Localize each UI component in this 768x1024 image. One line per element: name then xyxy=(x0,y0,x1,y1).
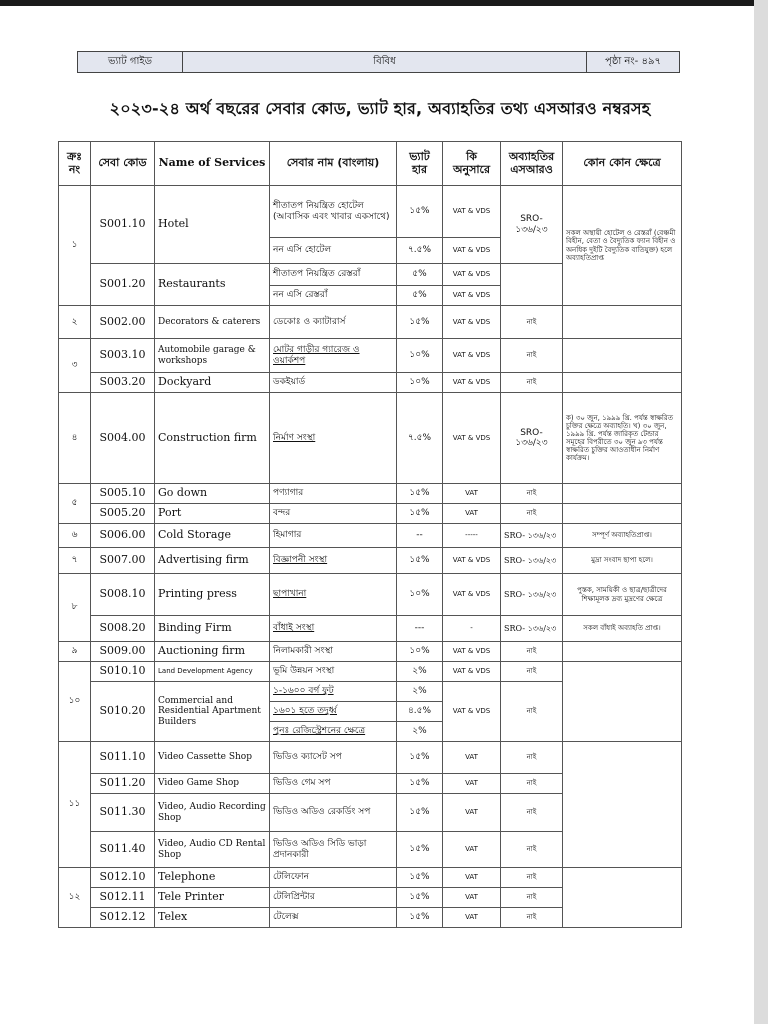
sro-cell: নাই xyxy=(501,504,563,524)
page-title: ২০২৩-২৪ অর্থ বছরের সেবার কোড, ভ্যাট হার, অব্যাহতির তথ্য এসআরও নম্বরসহ xyxy=(109,99,651,118)
sro-cell: নাই xyxy=(501,794,563,832)
sro-cell: SRO- ১৩৬/২৩ xyxy=(501,616,563,642)
rate-cell: ৫% xyxy=(397,264,443,286)
basis-cell: VAT xyxy=(443,888,501,908)
name-cell: Printing press xyxy=(155,574,270,616)
rate-cell: ১৫% xyxy=(397,832,443,868)
basis-cell: - xyxy=(443,616,501,642)
col-name: Name of Services xyxy=(155,142,270,186)
right-edge xyxy=(754,0,768,1024)
note-cell xyxy=(563,373,682,393)
table-row xyxy=(59,504,682,524)
name-bn-cell: নিলামকারী সংস্থা xyxy=(270,642,397,662)
note-cell xyxy=(563,339,682,373)
serial-cell: ৫ xyxy=(59,484,91,524)
code-cell: S012.12 xyxy=(91,908,155,928)
name-bn-cell: ভিডিও গেম সপ xyxy=(270,774,397,794)
name-bn-cell: ভিডিও ক্যাসেট সপ xyxy=(270,742,397,774)
rate-cell: ৭.৫% xyxy=(397,238,443,264)
name-bn-cell: শীতাতপ নিয়ন্ত্রিত হোটেল (আবাসিক এবং খাবার একসাথে) xyxy=(270,186,397,238)
sro-cell: নাই xyxy=(501,642,563,662)
note-cell: সম্পূর্ণ অব্যাহতিপ্রাপ্ত। xyxy=(563,524,682,548)
rate-cell: ১৫% xyxy=(397,888,443,908)
serial-cell: ৯ xyxy=(59,642,91,662)
rate-cell: ২% xyxy=(397,722,443,742)
col-code: সেবা কোড xyxy=(91,142,155,186)
note-cell xyxy=(563,742,682,868)
rate-cell: ১৫% xyxy=(397,186,443,238)
basis-cell: VAT xyxy=(443,908,501,928)
rate-cell: ১৫% xyxy=(397,742,443,774)
sro-cell: নাই xyxy=(501,306,563,339)
table-row xyxy=(59,484,682,504)
rate-cell: ৭.৫% xyxy=(397,393,443,484)
rate-cell: -- xyxy=(397,524,443,548)
code-cell: S001.20 xyxy=(91,264,155,306)
code-cell: S011.40 xyxy=(91,832,155,868)
rate-cell: ১৫% xyxy=(397,306,443,339)
sro-cell: নাই xyxy=(501,742,563,774)
basis-cell: VAT xyxy=(443,868,501,888)
rate-cell: ১৫% xyxy=(397,484,443,504)
table-row xyxy=(59,186,682,238)
table-header-row xyxy=(59,142,682,186)
code-cell: S011.30 xyxy=(91,794,155,832)
code-cell: S009.00 xyxy=(91,642,155,662)
code-cell: S001.10 xyxy=(91,186,155,264)
rate-cell: ৪.৫% xyxy=(397,702,443,722)
name-cell: Land Development Agency xyxy=(155,662,270,682)
rate-cell: ১০% xyxy=(397,339,443,373)
header-center: বিবিধ xyxy=(183,52,587,73)
code-cell: S005.10 xyxy=(91,484,155,504)
name-cell: Telex xyxy=(155,908,270,928)
header-left: ভ্যাট গাইড xyxy=(78,52,183,73)
basis-cell: VAT xyxy=(443,832,501,868)
basis-cell: VAT & VDS xyxy=(443,286,501,306)
rate-cell: ১৫% xyxy=(397,504,443,524)
rate-cell: ২% xyxy=(397,662,443,682)
sro-cell: নাই xyxy=(501,888,563,908)
name-cell: Video, Audio Recording Shop xyxy=(155,794,270,832)
code-cell: S004.00 xyxy=(91,393,155,484)
note-cell xyxy=(563,642,682,662)
code-cell: S012.11 xyxy=(91,888,155,908)
sro-cell: নাই xyxy=(501,774,563,794)
code-cell: S010.20 xyxy=(91,682,155,742)
name-cell: Auctioning firm xyxy=(155,642,270,662)
col-serial: ক্রঃ নং xyxy=(59,142,91,186)
name-bn-cell: মোটর গাড়ীর গ্যারেজ ও ওয়ার্কশপ xyxy=(270,339,397,373)
col-where: কোন কোন ক্ষেত্রে xyxy=(563,142,682,186)
col-name-bn: সেবার নাম (বাংলায়) xyxy=(270,142,397,186)
name-cell: Cold Storage xyxy=(155,524,270,548)
name-bn-cell: ভূমি উন্নয়ন সংস্থা xyxy=(270,662,397,682)
name-bn-cell: ১-১৬০০ বর্গ ফুট xyxy=(270,682,397,702)
sro-cell: SRO- ১৩৬/২৩ xyxy=(501,186,563,264)
code-cell: S011.10 xyxy=(91,742,155,774)
basis-cell: VAT & VDS xyxy=(443,373,501,393)
note-cell: ক) ৩০ জুন, ১৯৯৯ খ্রি. পর্যন্ত স্বাক্ষরিত চুক্তির ক্ষেত্রে অব্যাহতি। খ) ৩০ জুন, ১৯৯৯ খ্রি. পর্যন্ত জারিকৃত টেন্ডার সমূহের বিপরীতে ৩০ জুন ৯৩ পর্যন্ত স্বাক্ষরিত চুক্তির আওতাধীন নির্মাণ কার্যক্রম। xyxy=(563,393,682,484)
table-row xyxy=(59,574,682,616)
name-cell: Advertising firm xyxy=(155,548,270,574)
rate-cell: --- xyxy=(397,616,443,642)
basis-cell: VAT & VDS xyxy=(443,682,501,742)
serial-cell: ১২ xyxy=(59,868,91,928)
table-row xyxy=(59,548,682,574)
basis-cell: VAT xyxy=(443,774,501,794)
rate-cell: ১০% xyxy=(397,574,443,616)
basis-cell: VAT xyxy=(443,742,501,774)
name-bn-cell: টেলিফোন xyxy=(270,868,397,888)
name-bn-cell: পুনঃ রেজিস্ট্রেশনের ক্ষেত্রে xyxy=(270,722,397,742)
sro-cell: SRO- ১৩৬/২৩ xyxy=(501,548,563,574)
code-cell: S008.20 xyxy=(91,616,155,642)
code-cell: S005.20 xyxy=(91,504,155,524)
name-bn-cell: ১৬০১ হতে তদুর্ধ্ব xyxy=(270,702,397,722)
sro-cell: নাই xyxy=(501,868,563,888)
basis-cell: VAT & VDS xyxy=(443,186,501,238)
sro-cell: নাই xyxy=(501,484,563,504)
sro-cell: SRO- ১৩৬/২৩ xyxy=(501,524,563,548)
code-cell: S007.00 xyxy=(91,548,155,574)
name-cell: Tele Printer xyxy=(155,888,270,908)
note-cell: সকল অস্থায়ী হোটেল ও রেস্তরাঁ (বেঞ্চমী বিহীন, বেতা ও বৈদ্যুতিক ফ্যান বিহীন ও অনধিক দুইটি বৈদ্যুতিক বাতিযুক্ত) হলে অব্যাহতিপ্রাপ্ত xyxy=(563,186,682,306)
name-cell: Video, Audio CD Rental Shop xyxy=(155,832,270,868)
name-cell: Automobile garage & workshops xyxy=(155,339,270,373)
code-cell: S003.10 xyxy=(91,339,155,373)
name-bn-cell: নন এসি রেস্তরাঁ xyxy=(270,286,397,306)
note-cell xyxy=(563,484,682,504)
name-cell: Commercial and Residential Apartment Builders xyxy=(155,682,270,742)
name-bn-cell: টেলিপ্রিন্টার xyxy=(270,888,397,908)
name-cell: Binding Firm xyxy=(155,616,270,642)
name-bn-cell: পণ্যাগার xyxy=(270,484,397,504)
name-cell: Restaurants xyxy=(155,264,270,306)
basis-cell: VAT & VDS xyxy=(443,393,501,484)
note-cell: পুস্তক, সাময়িকী ও ছাত্র/ছাত্রীদের শিক্ষামূলক দ্রব্য মুদ্রণের ক্ষেত্রে xyxy=(563,574,682,616)
sro-cell: নাই xyxy=(501,908,563,928)
name-bn-cell: শীতাতপ নিয়ন্ত্রিত রেস্তরাঁ xyxy=(270,264,397,286)
name-bn-cell: ভিডিও অডিও সিডি ভাড়া প্রদানকারী xyxy=(270,832,397,868)
name-cell: Hotel xyxy=(155,186,270,264)
serial-cell: ১০ xyxy=(59,662,91,742)
rate-cell: ১৫% xyxy=(397,794,443,832)
vat-table xyxy=(58,141,682,928)
rate-cell: ৫% xyxy=(397,286,443,306)
note-cell xyxy=(563,662,682,742)
sro-cell: নাই xyxy=(501,339,563,373)
name-bn-cell: নন এসি হোটেল xyxy=(270,238,397,264)
rate-cell: ১০% xyxy=(397,373,443,393)
name-bn-cell: ছাপাখানা xyxy=(270,574,397,616)
col-sro: অব্যাহতির এসআরও xyxy=(501,142,563,186)
page-header xyxy=(77,51,680,73)
note-cell xyxy=(563,504,682,524)
sro-cell xyxy=(501,264,563,306)
table-row xyxy=(59,393,682,484)
basis-cell: VAT & VDS xyxy=(443,642,501,662)
serial-cell: ২ xyxy=(59,306,91,339)
code-cell: S006.00 xyxy=(91,524,155,548)
name-cell: Construction firm xyxy=(155,393,270,484)
header-right: পৃষ্ঠা নং- ৪৯৭ xyxy=(587,52,680,73)
sro-cell: নাই xyxy=(501,662,563,682)
name-cell: Video Cassette Shop xyxy=(155,742,270,774)
note-cell: সকল বাঁধাই অব্যাহতি প্রাপ্ত। xyxy=(563,616,682,642)
table-row xyxy=(59,742,682,774)
name-cell: Dockyard xyxy=(155,373,270,393)
basis-cell: VAT & VDS xyxy=(443,306,501,339)
top-edge xyxy=(0,0,768,6)
serial-cell: ১১ xyxy=(59,742,91,868)
col-rate: ভ্যাট হার xyxy=(397,142,443,186)
rate-cell: ১০% xyxy=(397,642,443,662)
note-cell xyxy=(563,306,682,339)
name-bn-cell: নির্মাণ সংস্থা xyxy=(270,393,397,484)
code-cell: S002.00 xyxy=(91,306,155,339)
basis-cell: VAT xyxy=(443,484,501,504)
basis-cell: VAT xyxy=(443,794,501,832)
code-cell: S008.10 xyxy=(91,574,155,616)
name-bn-cell: ডকইয়ার্ড xyxy=(270,373,397,393)
note-cell xyxy=(563,868,682,928)
table-row xyxy=(59,642,682,662)
col-basis: কি অনুসারে xyxy=(443,142,501,186)
table-row xyxy=(59,662,682,682)
sro-cell: SRO- ১৩৬/২৩ xyxy=(501,393,563,484)
sro-cell: নাই xyxy=(501,373,563,393)
sro-cell: নাই xyxy=(501,682,563,742)
code-cell: S010.10 xyxy=(91,662,155,682)
name-bn-cell: টেলেক্স xyxy=(270,908,397,928)
name-cell: Decorators & caterers xyxy=(155,306,270,339)
name-bn-cell: বিজ্ঞাপনী সংস্থা xyxy=(270,548,397,574)
rate-cell: ১৫% xyxy=(397,548,443,574)
table-row xyxy=(59,373,682,393)
rate-cell: ১৫% xyxy=(397,908,443,928)
sro-cell: SRO- ১৩৬/২৩ xyxy=(501,574,563,616)
basis-cell: VAT & VDS xyxy=(443,264,501,286)
name-bn-cell: হিমাগার xyxy=(270,524,397,548)
code-cell: S011.20 xyxy=(91,774,155,794)
sro-cell: নাই xyxy=(501,832,563,868)
table-row xyxy=(59,616,682,642)
serial-cell: ১ xyxy=(59,186,91,306)
basis-cell: ----- xyxy=(443,524,501,548)
table-row xyxy=(59,339,682,373)
basis-cell: VAT & VDS xyxy=(443,662,501,682)
basis-cell: VAT & VDS xyxy=(443,339,501,373)
code-cell: S012.10 xyxy=(91,868,155,888)
basis-cell: VAT & VDS xyxy=(443,548,501,574)
table-row xyxy=(59,868,682,888)
serial-cell: ৮ xyxy=(59,574,91,642)
name-bn-cell: ভিডিও অডিও রেকর্ডিং সপ xyxy=(270,794,397,832)
code-cell: S003.20 xyxy=(91,373,155,393)
basis-cell: VAT & VDS xyxy=(443,238,501,264)
name-cell: Port xyxy=(155,504,270,524)
rate-cell: ১৫% xyxy=(397,868,443,888)
serial-cell: ৪ xyxy=(59,393,91,484)
basis-cell: VAT & VDS xyxy=(443,574,501,616)
table-row xyxy=(59,306,682,339)
rate-cell: ১৫% xyxy=(397,774,443,794)
serial-cell: ৭ xyxy=(59,548,91,574)
serial-cell: ৩ xyxy=(59,339,91,393)
serial-cell: ৬ xyxy=(59,524,91,548)
name-bn-cell: ডেকোঃ ও ক্যাটারার্স xyxy=(270,306,397,339)
basis-cell: VAT xyxy=(443,504,501,524)
name-cell: Video Game Shop xyxy=(155,774,270,794)
table-row xyxy=(59,524,682,548)
name-bn-cell: বন্দর xyxy=(270,504,397,524)
name-cell: Go down xyxy=(155,484,270,504)
name-bn-cell: বাঁধাই সংস্থা xyxy=(270,616,397,642)
name-cell: Telephone xyxy=(155,868,270,888)
rate-cell: ২% xyxy=(397,682,443,702)
note-cell: মুদ্রা সংবাদ ছাপা হলে। xyxy=(563,548,682,574)
